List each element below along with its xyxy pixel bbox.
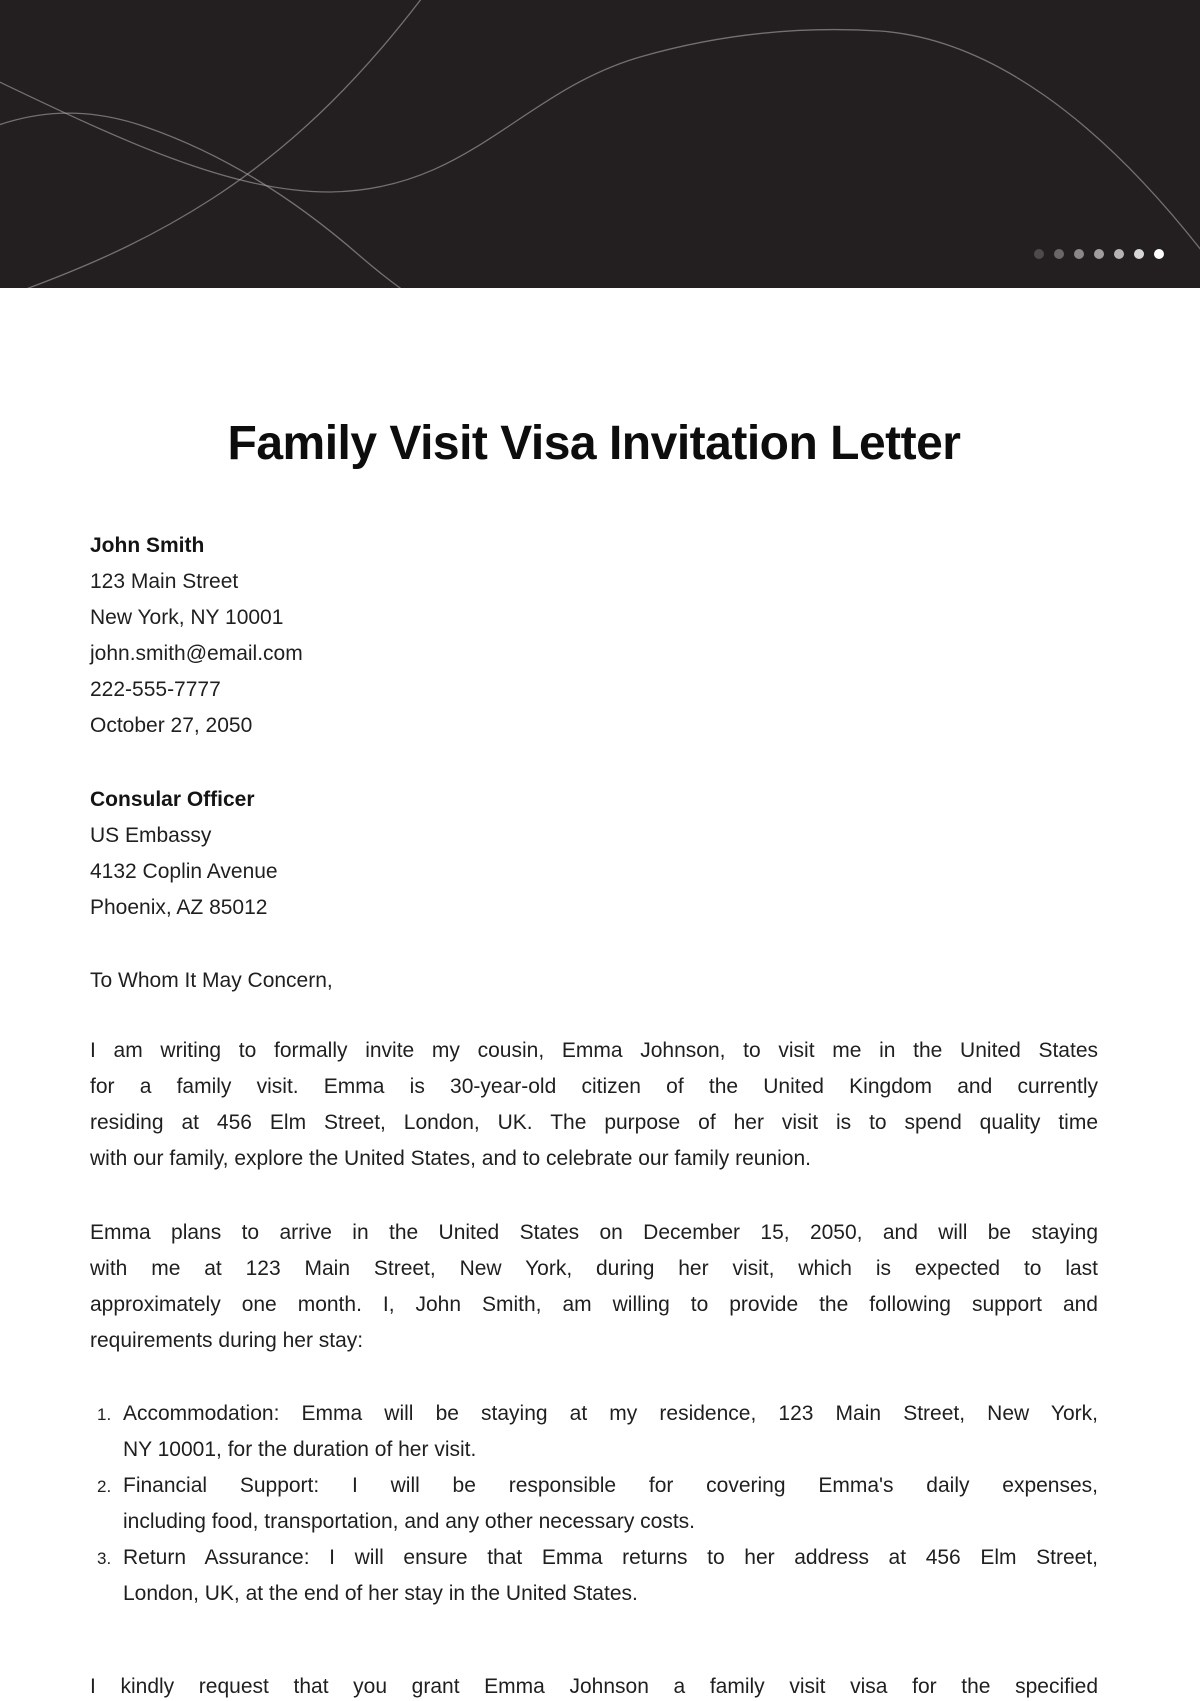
support-list — [90, 1396, 1098, 1612]
list-item-text — [123, 1540, 1098, 1612]
paragraph-line: for a family visit. Emma is 30-year-old citizen of the United Kingdom and currently — [90, 1075, 1098, 1098]
carousel-dot[interactable] — [1054, 249, 1064, 259]
paragraph-2 — [90, 1215, 1098, 1359]
carousel-dot[interactable] — [1114, 249, 1124, 259]
recipient-organization: US Embassy — [90, 824, 212, 847]
carousel-dot[interactable] — [1154, 249, 1164, 259]
hero-banner — [0, 0, 1200, 288]
recipient-address-line2: Phoenix, AZ 85012 — [90, 896, 268, 919]
list-item-line: Accommodation: Emma will be staying at my residence, 123 Main Street, New York, — [123, 1402, 1098, 1425]
sender-address-line1: 123 Main Street — [90, 570, 239, 593]
list-item-number: 2. — [97, 1477, 112, 1496]
sender-phone: 222-555-7777 — [90, 678, 221, 701]
list-item-number: 3. — [97, 1549, 112, 1568]
paragraph-line: I kindly request that you grant Emma Johnson a family visit visa for the specified — [90, 1675, 1098, 1698]
curve-diagonal — [0, 0, 428, 288]
sender-block — [90, 528, 1098, 744]
list-item-number: 1. — [97, 1405, 112, 1424]
list-item-line: Return Assurance: I will ensure that Emma returns to her address at 456 Elm Street, — [123, 1546, 1098, 1569]
decorative-curves — [0, 0, 1200, 288]
list-item-text — [123, 1396, 1098, 1468]
carousel-dot[interactable] — [1074, 249, 1084, 259]
page-title: Family Visit Visa Invitation Letter — [227, 417, 961, 470]
carousel-dot[interactable] — [1034, 249, 1044, 259]
list-item-line: Financial Support: I will be responsible for covering Emma's daily expenses, — [123, 1474, 1098, 1497]
salutation: To Whom It May Concern, — [90, 969, 333, 992]
paragraph-1 — [90, 1033, 1098, 1177]
recipient-address-line1: 4132 Coplin Avenue — [90, 860, 278, 883]
recipient-name: Consular Officer — [90, 788, 255, 811]
letter-date: October 27, 2050 — [90, 714, 253, 737]
list-item-line: NY 10001, for the duration of her visit. — [123, 1438, 477, 1461]
list-item-return-assurance — [90, 1540, 1098, 1612]
paragraph-line: Emma plans to arrive in the United States on December 15, 2050, and will be staying — [90, 1221, 1098, 1244]
recipient-block — [90, 782, 1098, 926]
sender-email: john.smith@email.com — [90, 642, 303, 665]
list-item-line: London, UK, at the end of her stay in the United States. — [123, 1582, 638, 1605]
paragraph-line: I am writing to formally invite my cousin, Emma Johnson, to visit me in the United States — [90, 1039, 1098, 1062]
letter-content — [0, 415, 1200, 1701]
carousel-dots — [1034, 249, 1164, 259]
paragraph-line: requirements during her stay: — [90, 1329, 364, 1352]
list-item-accommodation — [90, 1396, 1098, 1468]
list-item-line: including food, transportation, and any other necessary costs. — [123, 1510, 696, 1533]
sender-name: John Smith — [90, 534, 205, 557]
paragraph-line: with me at 123 Main Street, New York, during her visit, which is expected to last — [90, 1257, 1098, 1280]
paragraph-line: approximately one month. I, John Smith, am willing to provide the following support and — [90, 1293, 1098, 1316]
closing-paragraph — [90, 1669, 1098, 1701]
carousel-dot[interactable] — [1094, 249, 1104, 259]
carousel-dot[interactable] — [1134, 249, 1144, 259]
list-item-financial-support — [90, 1468, 1098, 1540]
list-item-text — [123, 1468, 1098, 1540]
paragraph-line: residing at 456 Elm Street, London, UK. The purpose of her visit is to spend quality time — [90, 1111, 1098, 1134]
curve-wave — [0, 30, 1200, 255]
sender-address-line2: New York, NY 10001 — [90, 606, 284, 629]
curve-arc — [0, 113, 428, 288]
paragraph-line: with our family, explore the United States, and to celebrate our family reunion. — [90, 1147, 811, 1170]
